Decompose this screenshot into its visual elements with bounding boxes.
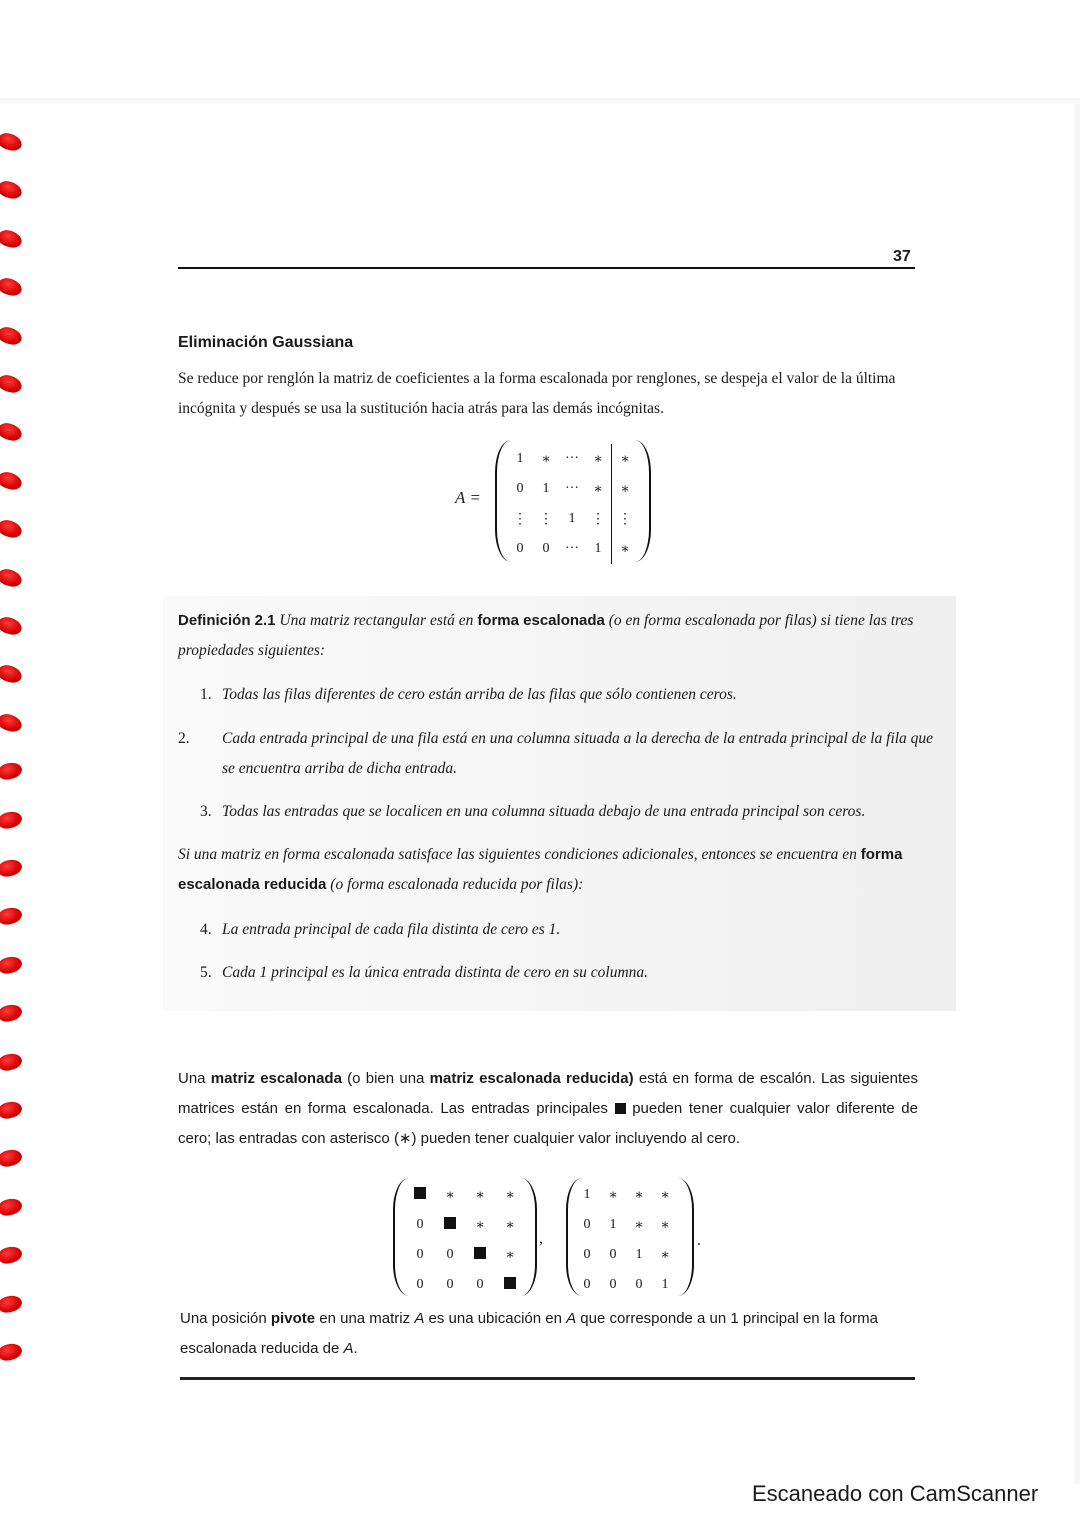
- binding-ring: [0, 615, 24, 638]
- binding-ring: [0, 566, 24, 589]
- binding-ring: [0, 1003, 24, 1024]
- matrix-cell: 0: [583, 1247, 591, 1262]
- matrix-cell: 0: [516, 541, 524, 556]
- right-paren: [521, 1178, 537, 1296]
- binding-ring: [0, 1245, 24, 1266]
- matrix-cell: ∗: [505, 1187, 515, 1203]
- leading-entry-square-icon: [615, 1103, 626, 1114]
- spiral-binding: [0, 0, 40, 1528]
- echelon-matrix-example: [393, 1178, 543, 1300]
- definition-label: Definición 2.1: [178, 612, 276, 629]
- binding-ring: [0, 1341, 24, 1362]
- matrix-cell: 0: [516, 481, 524, 496]
- list-item: 3. Todas las entradas que se localicen en una columna situada debajo de una entrada principal son ceros.: [200, 803, 866, 820]
- matrix-cell: ∗: [612, 444, 639, 474]
- matrix-cell: 0: [583, 1217, 591, 1232]
- augmented-matrix-equation: [455, 440, 675, 565]
- matrix-cell: ∗: [612, 474, 639, 504]
- footer-rule: [180, 1377, 915, 1380]
- matrix-cell: ∗: [612, 534, 639, 564]
- leading-entry-square-icon: [504, 1277, 516, 1289]
- matrix-cell: ∗: [608, 1187, 618, 1203]
- echelon-paragraph: Una matriz escalonada (o bien una matriz escalonada reducida) está en forma de escalón. Las siguientes matrices están en forma escalonada. Las entradas principales pueden tener cualquier valor diferente de cero; las entradas con asterisco (∗) pueden tener cualquier valor incluyendo al cero.: [178, 1070, 918, 1147]
- matrix-cell: ⋮: [591, 511, 605, 527]
- leading-entry-square-icon: [444, 1217, 456, 1229]
- matrix-cell: ∗: [634, 1217, 644, 1233]
- scan-edge-right: [1074, 104, 1080, 1484]
- matrix-cell: ∗: [505, 1247, 515, 1263]
- binding-ring: [0, 324, 24, 347]
- matrix-cell: 0: [416, 1247, 424, 1262]
- matrix-cell: ∗: [660, 1247, 670, 1263]
- matrix-cell: ···: [565, 541, 579, 556]
- binding-ring: [0, 1293, 24, 1314]
- section-title: Eliminación Gaussiana: [178, 334, 354, 351]
- binding-ring: [0, 1196, 24, 1217]
- binding-ring: [0, 1051, 24, 1072]
- binding-ring: [0, 179, 24, 202]
- binding-ring: [0, 227, 24, 250]
- matrix-cell: 0: [416, 1217, 424, 1232]
- matrix-cell: ∗: [634, 1187, 644, 1203]
- matrix-cell: 0: [609, 1277, 617, 1292]
- matrix-cell: 1: [635, 1247, 643, 1262]
- augmented-matrix: [507, 444, 638, 564]
- matrix-cell: ···: [565, 481, 579, 496]
- binding-ring: [0, 954, 24, 975]
- matrix-cell: ⋮: [513, 511, 527, 527]
- matrix-cell: 1: [542, 481, 550, 496]
- binding-ring: [0, 276, 24, 299]
- matrix-cell: ∗: [660, 1187, 670, 1203]
- matrix-cell: [435, 1210, 465, 1240]
- list-item: 5. Cada 1 principal es la única entrada distinta de cero en su columna.: [200, 964, 649, 981]
- matrix-cell: 1: [661, 1277, 669, 1292]
- matrix-cell: 1: [594, 541, 602, 556]
- right-paren: [678, 1178, 694, 1296]
- matrix-cell: ∗: [541, 451, 551, 467]
- binding-ring: [0, 1099, 24, 1120]
- matrix-cell: ⋮: [539, 511, 553, 527]
- right-paren: [635, 440, 651, 562]
- section-paragraph: Se reduce por renglón la matriz de coeficientes a la forma escalonada por renglones, se despeja el valor de la última incógnita y después se usa la sustitución hacia atrás para las demás incógnitas.: [178, 370, 896, 417]
- matrix-cell: [465, 1240, 495, 1270]
- echelon-matrix: [405, 1180, 525, 1300]
- binding-ring: [0, 421, 24, 444]
- binding-ring: [0, 809, 24, 830]
- matrix-cell: 0: [446, 1247, 454, 1262]
- binding-ring: [0, 711, 24, 734]
- binding-ring: [0, 518, 24, 541]
- matrix-cell: 0: [542, 541, 550, 556]
- matrix-cell: ∗: [505, 1217, 515, 1233]
- matrix-cell: ···: [565, 451, 579, 466]
- pivot-paragraph: Una posición pivote en una matriz A es una ubicación en A que corresponde a un 1 principal en la forma escalonada reducida de A.: [180, 1310, 878, 1357]
- binding-ring: [0, 469, 24, 492]
- scan-edge: [0, 98, 1080, 104]
- matrix-label: A =: [455, 488, 481, 507]
- matrix-cell: ∗: [475, 1217, 485, 1233]
- matrix-cell: 1: [568, 511, 576, 526]
- binding-ring: [0, 1148, 24, 1169]
- matrix-cell: 1: [583, 1187, 591, 1202]
- matrix-cell: 0: [609, 1247, 617, 1262]
- binding-ring: [0, 131, 24, 154]
- matrix-cell: ∗: [593, 481, 603, 497]
- matrix-cell: 1: [609, 1217, 617, 1232]
- terminator-period: .: [697, 1232, 701, 1249]
- matrix-cell: 0: [476, 1277, 484, 1292]
- matrix-cell: ⋮: [612, 504, 639, 534]
- separator-comma: ,: [539, 1230, 543, 1247]
- camscanner-watermark: Escaneado con CamScanner: [752, 1481, 1039, 1506]
- reduced-echelon-matrix-example: [566, 1178, 716, 1300]
- binding-ring: [0, 857, 24, 878]
- reduced-condition: Si una matriz en forma escalonada satisface las siguientes condiciones adicionales, entonces se encuentra en forma escalonada reducida (o forma escalonada reducida por filas):: [178, 846, 903, 893]
- binding-ring: [0, 906, 24, 927]
- matrix-cell: [405, 1180, 435, 1210]
- definition-intro: Definición 2.1 Una matriz rectangular está en forma escalonada (o en forma escalonada por filas) si tiene las tres propiedades siguientes:: [178, 612, 914, 659]
- term-pivote: pivote: [270, 1310, 316, 1327]
- matrix-cell: 0: [446, 1277, 454, 1292]
- header-rule: [178, 267, 915, 269]
- reduced-echelon-matrix: [574, 1180, 678, 1300]
- leading-entry-square-icon: [414, 1187, 426, 1199]
- term-forma-escalonada-reducida: forma escalonada reducida: [178, 846, 903, 893]
- list-item: 1. Todas las filas diferentes de cero están arriba de las filas que sólo contienen ceros.: [200, 686, 737, 703]
- binding-ring: [0, 761, 24, 782]
- matrix-cell: ∗: [445, 1187, 455, 1203]
- binding-ring: [0, 373, 24, 396]
- matrix-cell: ∗: [593, 451, 603, 467]
- list-item: 2. Cada entrada principal de una fila está en una columna situada a la derecha de la entrada principal de la fila que se encuentra arriba de dicha entrada.: [178, 730, 934, 777]
- matrix-cell: 1: [516, 451, 524, 466]
- binding-ring: [0, 663, 24, 686]
- matrix-cell: ∗: [660, 1217, 670, 1233]
- term-forma-escalonada: forma escalonada: [477, 612, 605, 629]
- matrix-cell: 0: [583, 1277, 591, 1292]
- leading-entry-square-icon: [474, 1247, 486, 1259]
- matrix-cell: 0: [635, 1277, 643, 1292]
- list-item: 4. La entrada principal de cada fila distinta de cero es 1.: [200, 921, 561, 938]
- matrix-cell: ∗: [475, 1187, 485, 1203]
- page-number: 37: [893, 248, 911, 265]
- matrix-cell: 0: [416, 1277, 424, 1292]
